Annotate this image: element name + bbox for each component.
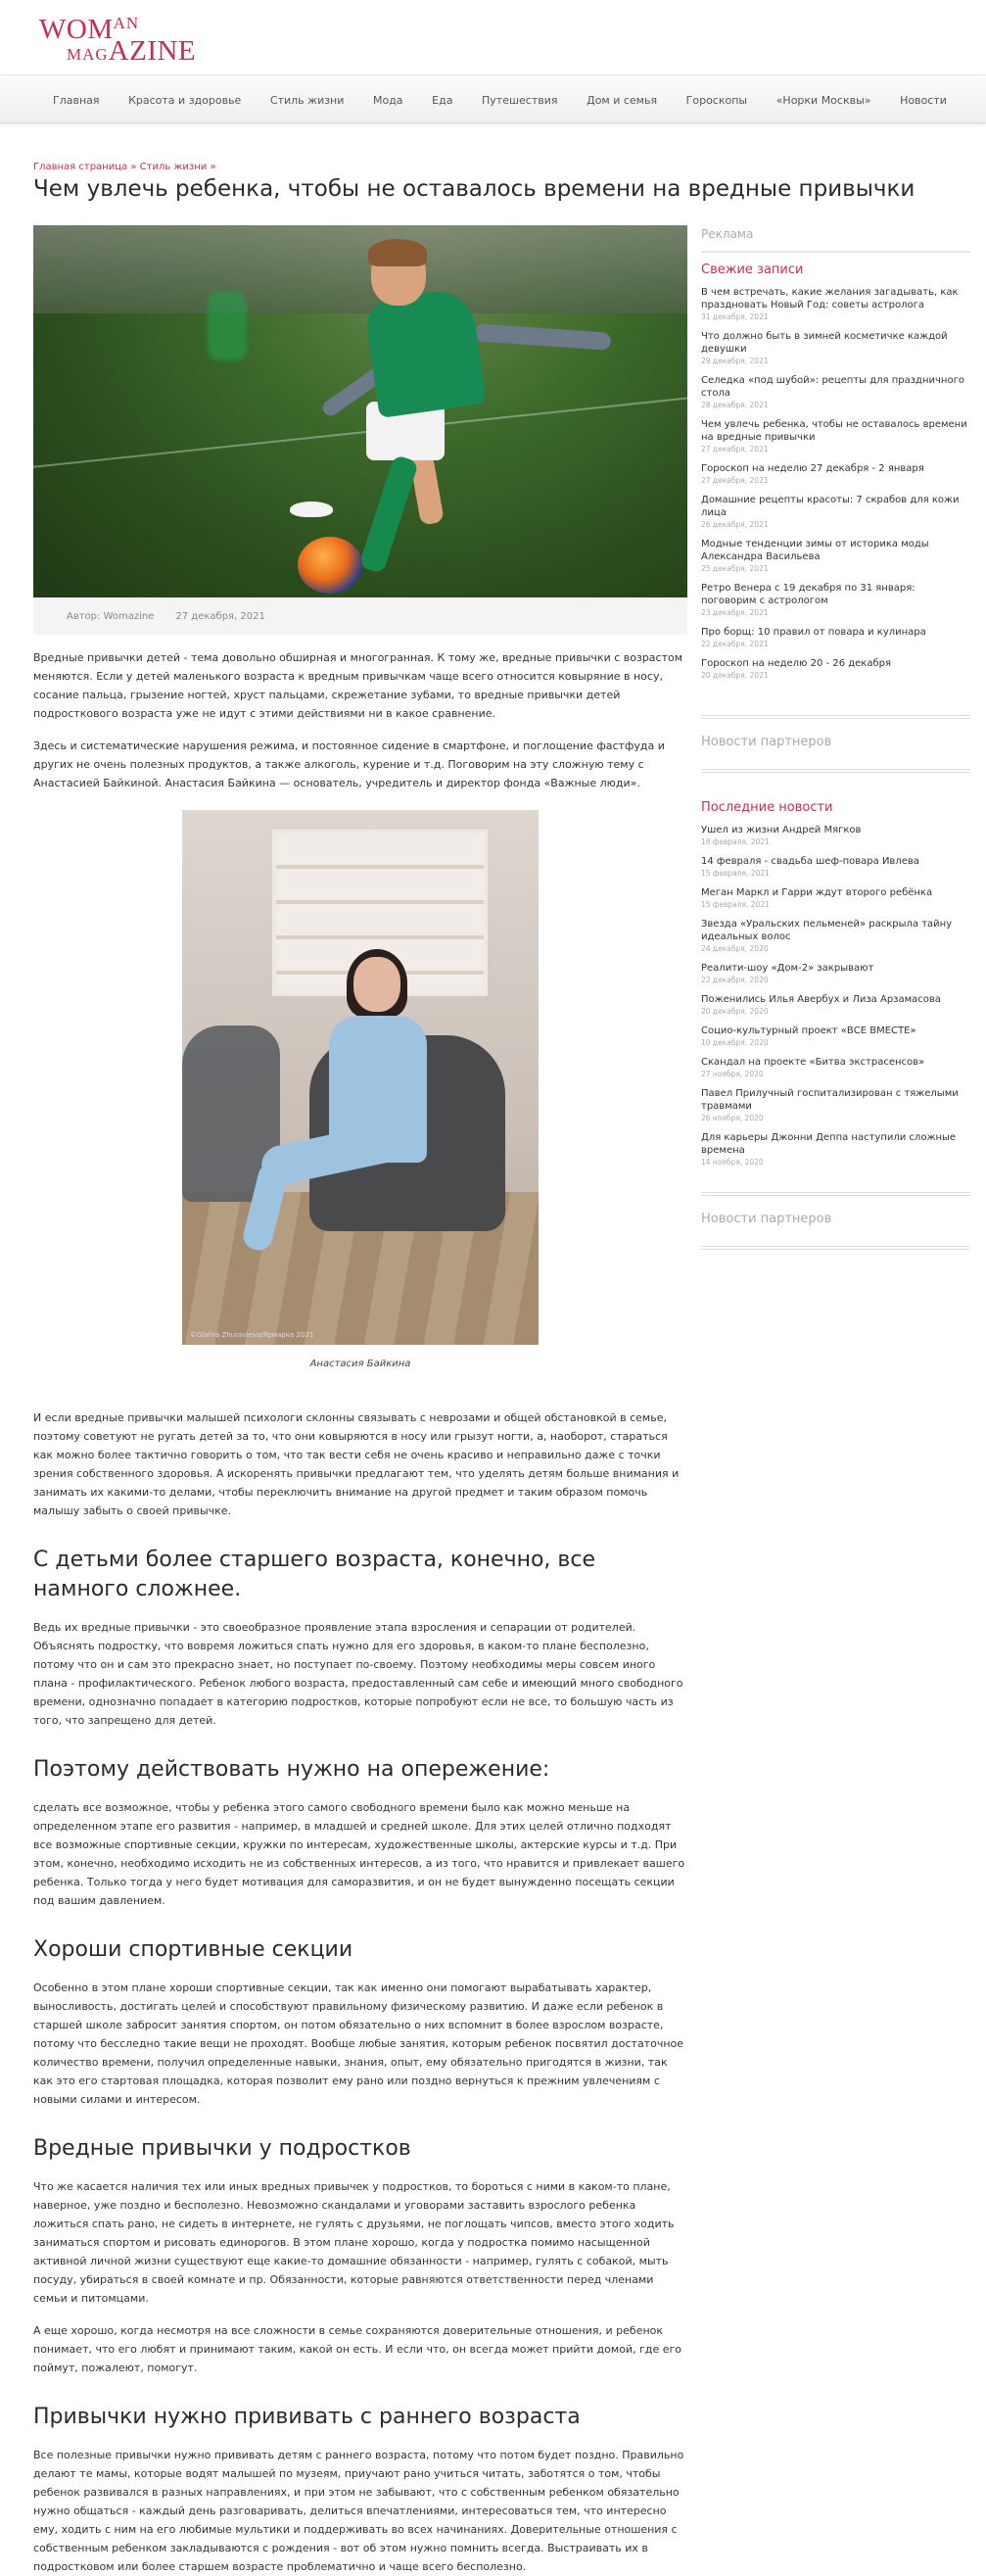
nav-item-food[interactable]: Еда	[432, 93, 453, 107]
post-date: 27 декабря, 2021	[701, 445, 769, 453]
hero-image-football-kid	[33, 225, 687, 597]
nav-item-beauty[interactable]: Красота и здоровье	[128, 93, 242, 107]
article-paragraph: И если вредные привычки малышей психологи склонны связывать с неврозами и общей обстановкой в семье, поэтому советуют не ругать детей за то, что они ковыряются в носу или грызут ногти, а, наоборот, стараться как можно более тактично говорить о том, что так вести себя не очень красиво и неправильно даже с точки зрения собственного здоровья. А искоренять привычки предлагают тем, что уделять детям больше внимания и занимать их какими-то делами, чтобы переключить внимание на другой предмет и таким образом помочь малышу забыть о своей привычке.	[33, 1411, 680, 1517]
news-date: 22 декабря, 2020	[701, 976, 769, 984]
logo-text: MAG	[67, 45, 109, 64]
hero-kid-hair	[368, 239, 427, 266]
article-paragraph: сделать все возможное, чтобы у ребенка этого самого свободного времени было как можно меньше на определенном этапе его развития - например, в младшей и средней школе. Для этих целей отлично подходят все возможные спортивные секции, кружки по интересам, художественные школы, актерские курсы и т.д. При этом, конечно, необходимо исходить не из собственных интересов, а из того, что нравится и привлекает вашего ребенка. Только тогда у него будет мотивация для саморазвития, и он не будет вынужденно посещать секции под вашим давлением.	[33, 1801, 685, 1907]
main-nav	[0, 74, 986, 123]
breadcrumb-home-link[interactable]: Главная страница	[33, 162, 128, 172]
logo-text: AZINE	[108, 35, 197, 67]
post-date: 31 декабря, 2021	[701, 312, 769, 321]
news-item[interactable]	[701, 1087, 970, 1122]
news-item[interactable]	[701, 918, 970, 953]
breadcrumb-separator: »	[207, 162, 216, 172]
news-title[interactable]: Социо-культурный проект «ВСЕ ВМЕСТЕ»	[701, 1026, 916, 1036]
section-heading: Вредные привычки у подростков	[33, 2136, 411, 2161]
hero-ball	[298, 537, 362, 594]
sidebar-divider	[701, 251, 970, 253]
portrait-photo	[182, 810, 539, 1345]
post-title[interactable]: Домашние рецепты красоты: 7 скрабов для кожи лица	[701, 495, 960, 518]
logo-text: AN	[113, 14, 140, 32]
news-date: 15 февраля, 2021	[701, 900, 770, 909]
news-title[interactable]: Скандал на проекте «Битва экстрасенсов»	[701, 1057, 925, 1068]
partner-news-heading: Новости партнеров	[701, 1212, 832, 1226]
post-date: 20 декабря, 2021	[701, 671, 769, 680]
section-heading: С детьми более старшего возраста, конечно, все намного сложнее.	[33, 1548, 595, 1601]
article-meta	[33, 597, 687, 635]
hero-kid-leg	[358, 454, 419, 574]
article-paragraph: Все полезные привычки нужно прививать детям с раннего возраста, потому что потом будет поздно. Правильно делают те мамы, которые водят малышей по музеям, приучают рано учиться читать, заботятся о том, чтобы ребенок развивался в разных направлениях, и при этом не забывают, что с собственным ребенком обязательно нужно общаться - каждый день разговаривать, делиться впечатлениями, интересоваться тем, что интересно ему, ходить с ним на его любимые мультики и поддерживать во всех начинаниях. Доверительные отношения с собственным ребенком закладываются с рождения - вот об этом нужно помнить всегда. Выстраивать их в подростковом или более старшем возрасте проблематично и чаще всего бесполезно.	[33, 2449, 684, 2573]
news-item[interactable]	[701, 886, 970, 909]
news-date: 10 декабря, 2020	[701, 1038, 769, 1047]
hero-background-player	[208, 292, 247, 360]
sidebar-divider	[701, 715, 970, 719]
news-item[interactable]	[701, 855, 970, 878]
article-date: 27 декабря, 2021	[175, 610, 265, 622]
section-heading: Привычки нужно прививать с раннего возраста	[33, 2405, 581, 2429]
hero-kid-arm	[474, 323, 612, 351]
hero-kid-shirt	[363, 287, 487, 418]
news-title[interactable]: Поженились Илья Авербух и Лиза Арзамасова	[701, 994, 941, 1005]
nav-item-news[interactable]: Новости	[900, 93, 947, 107]
fresh-post[interactable]	[701, 582, 970, 617]
news-item[interactable]	[701, 1025, 970, 1047]
post-title[interactable]: Что должно быть в зимней косметичке каждой девушки	[701, 331, 948, 355]
news-date: 18 февраля, 2021	[701, 837, 770, 846]
post-title[interactable]: Ретро Венера с 19 декабря по 31 января: поговорим с астрологом	[701, 583, 916, 606]
fresh-post[interactable]	[701, 330, 970, 365]
hero-cone	[290, 501, 333, 517]
news-title[interactable]: Звезда «Уральских пельменей» раскрыла тайну идеальных волос	[701, 919, 953, 942]
partner-news-heading: Новости партнеров	[701, 735, 832, 749]
post-date: 29 декабря, 2021	[701, 357, 769, 365]
breadcrumb-separator: »	[127, 162, 140, 172]
sidebar-divider	[701, 1246, 970, 1250]
site-header	[0, 0, 986, 74]
nav-item-horoscopes[interactable]: Гороскопы	[685, 93, 748, 107]
breadcrumb	[33, 162, 216, 172]
news-title[interactable]: Реалити-шоу «Дом-2» закрывают	[701, 963, 874, 974]
nav-item-travel[interactable]: Путешествия	[482, 93, 558, 107]
post-title[interactable]: Гороскоп на неделю 27 декабря - 2 января	[701, 463, 924, 474]
article-paragraph: А еще хорошо, когда несмотря на все сложности в семье сохраняются доверительные отношения, и ребенок понимает, что его любят и принимают таким, какой он есть. И если что, он всегда может прийти домой, где его поймут, пожалеют, помогут.	[33, 2324, 681, 2374]
fresh-post[interactable]	[701, 626, 970, 648]
nav-item-lifestyle[interactable]: Стиль жизни	[269, 93, 345, 107]
sidebar-divider	[701, 769, 970, 773]
post-title[interactable]: Модные тенденции зимы от историка моды Александра Васильева	[701, 539, 929, 562]
news-title[interactable]: Ушел из жизни Андрей Мягков	[701, 825, 862, 835]
article	[33, 225, 687, 2576]
fresh-post[interactable]	[701, 657, 970, 680]
post-date: 22 декабря, 2021	[701, 640, 769, 648]
fresh-post[interactable]	[701, 494, 970, 529]
sidebar-divider	[701, 1192, 970, 1196]
news-item[interactable]	[701, 824, 970, 846]
news-date: 27 ноября, 2020	[701, 1070, 764, 1078]
news-date: 26 ноября, 2020	[701, 1114, 764, 1122]
nav-item-home[interactable]: Главная	[53, 93, 100, 107]
ads-label: Реклама	[701, 227, 754, 241]
news-title[interactable]: Меган Маркл и Гарри ждут второго ребёнка	[701, 887, 933, 898]
fresh-post[interactable]	[701, 462, 970, 485]
post-date: 27 декабря, 2021	[701, 476, 769, 485]
article-paragraph: Вредные привычки детей - тема довольно обширная и многогранная. К тому же, вредные привычки с возрастом меняются. Если у детей маленького возраста к вредным привычкам чаще всего относится ковыряние в носу, сосание пальца, грызение ногтей, хруст пальцами, скрежетание зубами, то вредные привычки детей подросткового возраста уже не идут с этими действиями ни в какое сравнение.	[33, 651, 683, 720]
news-date: 15 февраля, 2021	[701, 869, 770, 878]
nav-item-fashion[interactable]: Мода	[372, 93, 403, 107]
post-title[interactable]: Селедка «под шубой»: рецепты для праздничного стола	[701, 375, 964, 399]
news-title[interactable]: Павел Прилучный госпитализирован с тяжелыми травмами	[701, 1088, 959, 1112]
latest-news-heading: Последние новости	[701, 800, 833, 815]
article-paragraph: Особенно в этом плане хороши спортивные секции, так как именно они помогают вырабатывать характер, выносливость, достигать целей и способствуют правильному физическому развитию. И даже если ребенок в старшей школе забросит занятия спортом, он потом обязательно о них вспомнит в более взрослом возрасте, потому что бесследно такие вещи не проходят. Вообще любые занятия, которым ребенок посвятил достаточное количество времени, получил определенные навыки, знания, опыт, ему обязательно пригодятся в жизни, так как это его стартовая площадка, которая позволит ему рано или поздно вернуться к прежним увлечениям с новыми силами и интересом.	[33, 1981, 684, 2106]
section-heading: Поэтому действовать нужно на опережение:	[33, 1757, 550, 1782]
news-title[interactable]: Для карьеры Джонни Деппа наступили сложные времена	[701, 1132, 957, 1156]
nav-item-home-family[interactable]: Дом и семья	[587, 93, 658, 107]
breadcrumb-section-link[interactable]: Стиль жизни	[139, 162, 208, 172]
hero-background	[33, 225, 687, 313]
post-date: 26 декабря, 2021	[701, 520, 769, 529]
article-author: Автор: Womazine	[67, 610, 155, 622]
photo-caption: Анастасия Байкина	[309, 1359, 411, 1369]
news-title[interactable]: 14 февраля - свадьба шеф-повара Ивлева	[701, 856, 919, 867]
news-date: 14 ноября, 2020	[701, 1158, 764, 1167]
logo-text: WOM	[39, 14, 114, 45]
photo-watermark: ©Glafira Zhuravleva/Ярмарка 2021	[190, 1331, 314, 1339]
article-paragraph: Ведь их вредные привычки - это своеобразное проявление этапа взросления и сепарации от родителей. Объяснять подростку, что вовремя ложиться спать нужно для его здоровья, в каком-то плане бесполезно, потому что он и сам это прекрасно знает, но поступает по-своему. Поэтому необходимы меры совсем иного плана - профилактического. Ребенок любого возраста, предоставленный сам себе и имеющий много свободного времени, однозначно попадает в категорию подростков, которые попробуют если не все, то большую часть из того, что запрещено для детей.	[33, 1621, 683, 1727]
fresh-post[interactable]	[701, 538, 970, 573]
post-date: 25 декабря, 2021	[701, 564, 769, 573]
article-paragraph: Здесь и систематические нарушения режима, и постоянное сидение в смартфоне, и поглощение фастфуда и других не очень полезных продуктов, а также алкоголь, курение и т.д. Поговорим на эту сложную тему с Анастасией Байкиной. Анастасия Байкина — основатель, учредитель и директор фонда «Важные люди».	[33, 739, 665, 789]
article-paragraph: Что же касается наличия тех или иных вредных привычек у подростков, то бороться с ними в каком-то плане, наверное, уже поздно и бесполезно. Невозможно скандалами и уговорами заставить взрослого ребенка ложиться спать рано, не сидеть в интернете, не гулять с друзьями, не поглощать чипсов, вместо этого ходить заниматься спортом и рисовать единорогов. В этом плане хорошо, когда у подростка помимо насыщенной активной личной жизни существуют еще какие-то домашние обязанности - например, гулять с собакой, мыть посуду, убираться в своей комнате и пр. Обязанности, которые равняются ответственности перед членами семьи и питомцами.	[33, 2180, 675, 2305]
post-title[interactable]: Чем увлечь ребенка, чтобы не оставалось времени на вредные привычки	[701, 419, 967, 443]
news-item[interactable]	[701, 1131, 970, 1167]
fresh-post[interactable]	[701, 374, 970, 409]
fresh-post[interactable]	[701, 286, 970, 321]
section-heading: Хороши спортивные секции	[33, 1937, 353, 1962]
fresh-post[interactable]	[701, 418, 970, 453]
sidebar	[701, 223, 970, 1250]
logo-line-2	[67, 35, 196, 68]
post-title[interactable]: В чем встречать, какие желания загадывать, как праздновать Новый Год: советы астролога	[701, 287, 959, 310]
post-title[interactable]: Гороскоп на неделю 20 - 26 декабря	[701, 658, 892, 669]
news-date: 24 декабря, 2020	[701, 944, 769, 953]
news-item[interactable]	[701, 1056, 970, 1078]
fresh-posts-heading: Свежие записи	[701, 262, 804, 277]
post-title[interactable]: Про борщ: 10 правил от повара и кулинара	[701, 627, 926, 638]
news-item[interactable]	[701, 962, 970, 984]
nav-item-norki[interactable]: «Норки Москвы»	[775, 93, 871, 107]
page-title: Чем увлечь ребенка, чтобы не оставалось времени на вредные привычки	[33, 176, 916, 202]
post-date: 23 декабря, 2021	[701, 608, 769, 617]
news-item[interactable]	[701, 993, 970, 1016]
site-logo[interactable]	[39, 10, 225, 65]
post-date: 28 декабря, 2021	[701, 401, 769, 409]
portrait-face	[353, 957, 400, 1012]
news-date: 20 декабря, 2020	[701, 1007, 769, 1016]
